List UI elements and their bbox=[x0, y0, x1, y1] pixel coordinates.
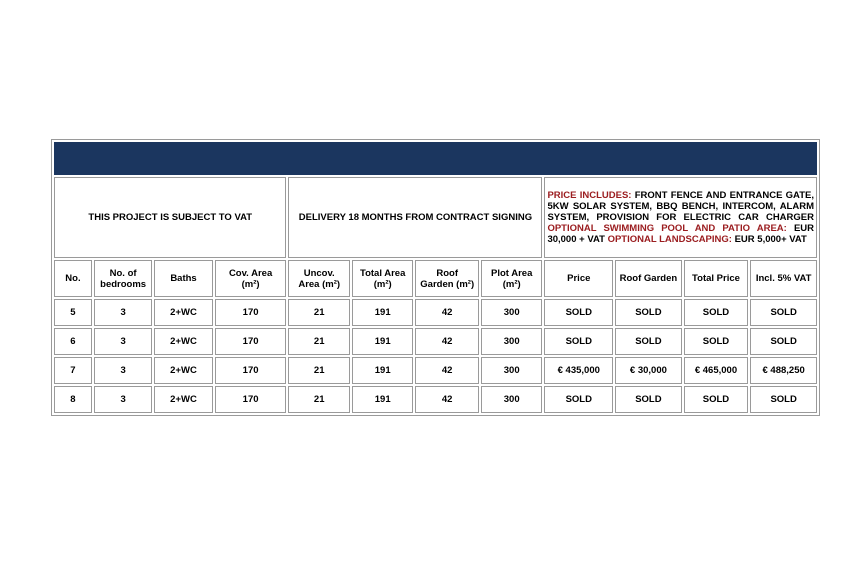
uncov-area-cell: 21 bbox=[288, 328, 349, 355]
uncov-area-cell: 21 bbox=[288, 299, 349, 326]
roof-garden-area-cell: 42 bbox=[415, 357, 479, 384]
units-body bbox=[54, 299, 817, 413]
col-no-header: No. bbox=[54, 260, 92, 297]
roof-garden-area-cell: 42 bbox=[415, 299, 479, 326]
roof-garden-price-cell: SOLD bbox=[615, 328, 682, 355]
bedrooms-cell: 3 bbox=[94, 357, 152, 384]
plot-area-cell: 300 bbox=[481, 299, 542, 326]
incl-vat-cell: SOLD bbox=[750, 328, 817, 355]
col-baths-header: Baths bbox=[154, 260, 212, 297]
price-cell: SOLD bbox=[544, 328, 613, 355]
vat-note: THIS PROJECT IS SUBJECT TO VAT bbox=[54, 177, 286, 258]
unit-number: 5 bbox=[54, 299, 92, 326]
price-includes-label: PRICE INCLUDES: bbox=[547, 190, 632, 201]
bedrooms-cell: 3 bbox=[94, 299, 152, 326]
landscaping-option-text: EUR 5,000+ VAT bbox=[734, 234, 807, 245]
total-area-cell: 191 bbox=[352, 328, 413, 355]
roof-garden-price-cell: € 30,000 bbox=[615, 357, 682, 384]
info-row bbox=[54, 177, 817, 258]
total-price-cell: SOLD bbox=[684, 328, 749, 355]
col-cov-area-header: Cov. Area (m²) bbox=[215, 260, 287, 297]
col-total-area-header: Total Area (m²) bbox=[352, 260, 413, 297]
table-row bbox=[54, 328, 817, 355]
price-includes-note bbox=[544, 177, 817, 258]
col-incl-vat-header: Incl. 5% VAT bbox=[750, 260, 817, 297]
header-band bbox=[54, 142, 817, 175]
roof-garden-area-cell: 42 bbox=[415, 328, 479, 355]
col-roof-garden-price-header: Roof Garden bbox=[615, 260, 682, 297]
price-cell: SOLD bbox=[544, 386, 613, 413]
cov-area-cell: 170 bbox=[215, 299, 287, 326]
header-band-row bbox=[54, 142, 817, 175]
price-list-table bbox=[51, 139, 820, 416]
total-price-cell: € 465,000 bbox=[684, 357, 749, 384]
uncov-area-cell: 21 bbox=[288, 357, 349, 384]
column-header-row bbox=[54, 260, 817, 297]
plot-area-cell: 300 bbox=[481, 328, 542, 355]
roof-garden-area-cell: 42 bbox=[415, 386, 479, 413]
col-uncov-area-header: Uncov. Area (m²) bbox=[288, 260, 349, 297]
baths-cell: 2+WC bbox=[154, 386, 212, 413]
delivery-note: DELIVERY 18 MONTHS FROM CONTRACT SIGNING bbox=[288, 177, 542, 258]
unit-number: 7 bbox=[54, 357, 92, 384]
bedrooms-cell: 3 bbox=[94, 386, 152, 413]
price-cell: SOLD bbox=[544, 299, 613, 326]
table-row bbox=[54, 357, 817, 384]
price-includes-text: FRONT FENCE AND ENTRANCE GATE, 5KW SOLAR SYSTEM, BBQ BENCH, INTERCOM, ALARM SYSTEM, PROVISION FOR ELECTRIC CAR CHARGER bbox=[547, 190, 814, 223]
unit-number: 8 bbox=[54, 386, 92, 413]
table-row bbox=[54, 299, 817, 326]
incl-vat-cell: SOLD bbox=[750, 386, 817, 413]
cov-area-cell: 170 bbox=[215, 328, 287, 355]
pool-option-label: OPTIONAL SWIMMING POOL AND PATIO AREA: bbox=[547, 223, 787, 234]
plot-area-cell: 300 bbox=[481, 357, 542, 384]
roof-garden-price-cell: SOLD bbox=[615, 386, 682, 413]
col-roof-garden-area-header: Roof Garden (m²) bbox=[415, 260, 479, 297]
unit-number: 6 bbox=[54, 328, 92, 355]
total-area-cell: 191 bbox=[352, 299, 413, 326]
total-price-cell: SOLD bbox=[684, 386, 749, 413]
plot-area-cell: 300 bbox=[481, 386, 542, 413]
uncov-area-cell: 21 bbox=[288, 386, 349, 413]
col-bedrooms-header: No. of bedrooms bbox=[94, 260, 152, 297]
roof-garden-price-cell: SOLD bbox=[615, 299, 682, 326]
cov-area-cell: 170 bbox=[215, 357, 287, 384]
pool-option-text: EUR 30,000 + VAT bbox=[547, 223, 815, 245]
total-price-cell: SOLD bbox=[684, 299, 749, 326]
price-cell: € 435,000 bbox=[544, 357, 613, 384]
total-area-cell: 191 bbox=[352, 357, 413, 384]
baths-cell: 2+WC bbox=[154, 357, 212, 384]
table-row bbox=[54, 386, 817, 413]
col-plot-area-header: Plot Area (m²) bbox=[481, 260, 542, 297]
cov-area-cell: 170 bbox=[215, 386, 287, 413]
incl-vat-cell: SOLD bbox=[750, 299, 817, 326]
bedrooms-cell: 3 bbox=[94, 328, 152, 355]
landscaping-option-label: OPTIONAL LANDSCAPING: bbox=[607, 234, 732, 245]
baths-cell: 2+WC bbox=[154, 299, 212, 326]
baths-cell: 2+WC bbox=[154, 328, 212, 355]
col-total-price-header: Total Price bbox=[684, 260, 749, 297]
col-price-header: Price bbox=[544, 260, 613, 297]
total-area-cell: 191 bbox=[352, 386, 413, 413]
incl-vat-cell: € 488,250 bbox=[750, 357, 817, 384]
